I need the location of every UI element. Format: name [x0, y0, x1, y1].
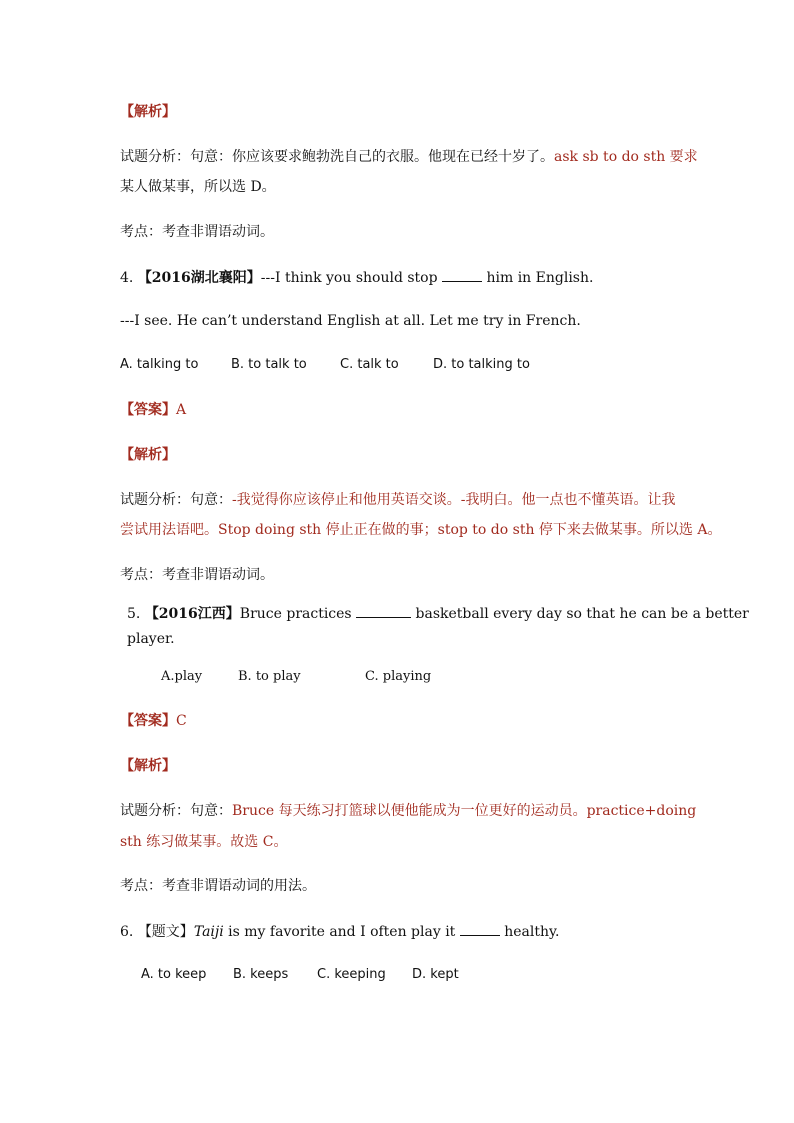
stem-part-b: healthy.	[504, 924, 560, 940]
stem-part-a: Bruce practices	[239, 606, 352, 622]
analysis-text-1	[120, 147, 698, 167]
analysis-text-2: 尝试用法语吧。Stop doing sth 停止正在做的事；stop to do sth 停下来去做某事。所以选 A。	[120, 522, 722, 538]
option-a: A.play	[161, 669, 203, 684]
option-b: B. to talk to	[231, 357, 307, 372]
answer-blank	[356, 603, 411, 618]
analysis-text-1	[120, 490, 675, 510]
answer-label: 【答案】	[120, 402, 176, 418]
analysis-prefix: 试题分析：句意：	[120, 492, 232, 508]
answer-value: A	[176, 402, 187, 418]
stem-part-a: is my favorite and I often play it	[228, 924, 456, 940]
analysis-prefix: 试题分析：句意：你应该要求鲍勃洗自己的衣服。他现在已经十岁了。	[120, 149, 554, 165]
question-number: 4.	[120, 270, 134, 286]
stem-italic: Taiji	[193, 924, 224, 940]
analysis-text-1	[120, 801, 696, 821]
question-number: 6.	[120, 924, 134, 940]
stem-part-a: ---I think you should stop	[260, 270, 438, 286]
question-source-tag: 【题文】	[137, 924, 194, 940]
question-4-line2: ---I see. He can’t understand English at all. Let me try in French.	[120, 313, 581, 329]
option-d: D. kept	[412, 967, 459, 982]
option-a: A. to keep	[141, 967, 207, 982]
kaodian-5: 考点：考查非谓语动词的用法。	[120, 878, 316, 894]
analysis-text-2: 某人做某事，所以选 D。	[120, 179, 276, 195]
option-c: C. playing	[365, 669, 432, 684]
stem-part-b: him in English.	[486, 270, 594, 286]
answer-blank	[460, 921, 500, 936]
question-5-line2: player.	[127, 631, 175, 647]
analysis-red: ask sb to do sth 要求	[554, 149, 698, 165]
option-d: D. to talking to	[433, 357, 530, 372]
option-b: B. to play	[238, 669, 301, 684]
question-5-stem	[127, 603, 749, 624]
option-a: A. talking to	[120, 357, 199, 372]
analysis-prefix: 试题分析：句意：	[120, 803, 232, 819]
analysis-heading: 【解析】	[120, 447, 176, 463]
analysis-red: Bruce 每天练习打篮球以便他能成为一位更好的运动员。practice+doing	[232, 803, 697, 819]
question-source-tag: 【2016江西】	[144, 606, 240, 622]
analysis-heading: 【解析】	[120, 104, 176, 120]
option-c: C. talk to	[340, 357, 399, 372]
analysis-text-2: sth 练习做某事。故选 C。	[120, 834, 288, 850]
question-number: 5.	[127, 606, 141, 622]
analysis-heading: 【解析】	[120, 758, 176, 774]
answer-value: C	[176, 713, 187, 729]
answer-line	[120, 400, 186, 420]
answer-label: 【答案】	[120, 713, 176, 729]
question-6-stem	[120, 921, 560, 942]
answer-line	[120, 711, 187, 731]
kaodian-4: 考点：考查非谓语动词。	[120, 567, 274, 583]
analysis-red: -我觉得你应该停止和他用英语交谈。-我明白。他一点也不懂英语。让我	[232, 492, 676, 508]
option-b: B. keeps	[233, 967, 289, 982]
option-c: C. keeping	[317, 967, 386, 982]
stem-part-b: basketball every day so that he can be a better	[415, 606, 749, 622]
question-4-stem	[120, 267, 593, 288]
kaodian-1: 考点：考查非谓语动词。	[120, 224, 274, 240]
question-source-tag: 【2016湖北襄阳】	[137, 270, 261, 286]
answer-blank	[442, 267, 482, 282]
